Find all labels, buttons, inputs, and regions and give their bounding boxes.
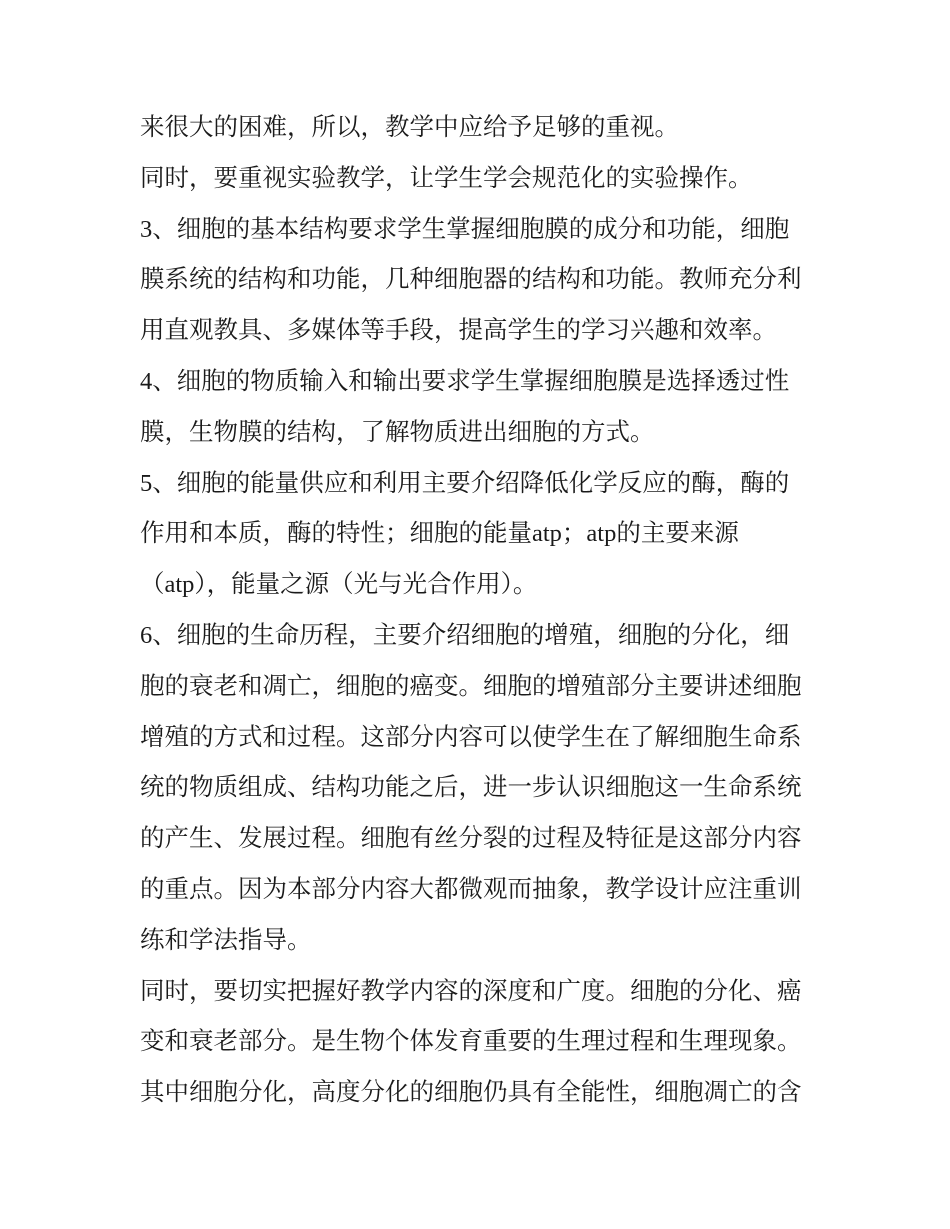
document-body: [140, 110, 830, 1126]
text-line: 胞的衰老和凋亡，细胞的癌变。细胞的增殖部分主要讲述细胞: [140, 672, 802, 700]
text-line: 作用和本质，酶的特性；细胞的能量atp；atp的主要来源: [140, 520, 739, 548]
text-line: 增殖的方式和过程。这部分内容可以使学生在了解细胞生命系: [140, 723, 802, 751]
text-line: 变和衰老部分。是生物个体发育重要的生理过程和生理现象。: [140, 1028, 802, 1056]
text-line: （atp），能量之源（光与光合作用）。: [140, 571, 538, 599]
text-line: 其中细胞分化，高度分化的细胞仍具有全能性，细胞凋亡的含: [140, 1079, 802, 1107]
text-line: 统的物质组成、结构功能之后，进一步认识细胞这一生命系统: [140, 774, 802, 802]
text-line: 3、细胞的基本结构要求学生掌握细胞膜的成分和功能，细胞: [140, 215, 790, 243]
text-line: 练和学法指导。: [140, 926, 312, 954]
text-line: 膜系统的结构和功能，几种细胞器的结构和功能。教师充分利: [140, 266, 802, 294]
text-line: 4、细胞的物质输入和输出要求学生掌握细胞膜是选择透过性: [140, 367, 790, 395]
text-line: 6、细胞的生命历程，主要介绍细胞的增殖，细胞的分化，细: [140, 621, 790, 649]
text-line: 同时，要重视实验教学，让学生学会规范化的实验操作。: [140, 164, 753, 192]
text-line: 用直观教具、多媒体等手段，提高学生的学习兴趣和效率。: [140, 317, 777, 345]
text-line: 的重点。因为本部分内容大都微观而抽象，教学设计应注重训: [140, 875, 802, 903]
text-line: 的产生、发展过程。细胞有丝分裂的过程及特征是这部分内容: [140, 825, 802, 853]
text-line: 5、细胞的能量供应和利用主要介绍降低化学反应的酶，酶的: [140, 469, 790, 497]
text-line: 膜，生物膜的结构，了解物质进出细胞的方式。: [140, 418, 655, 446]
text-line: 来很大的困难，所以，教学中应给予足够的重视。: [140, 114, 679, 141]
text-line: 同时，要切实把握好教学内容的深度和广度。细胞的分化、癌: [140, 977, 802, 1005]
